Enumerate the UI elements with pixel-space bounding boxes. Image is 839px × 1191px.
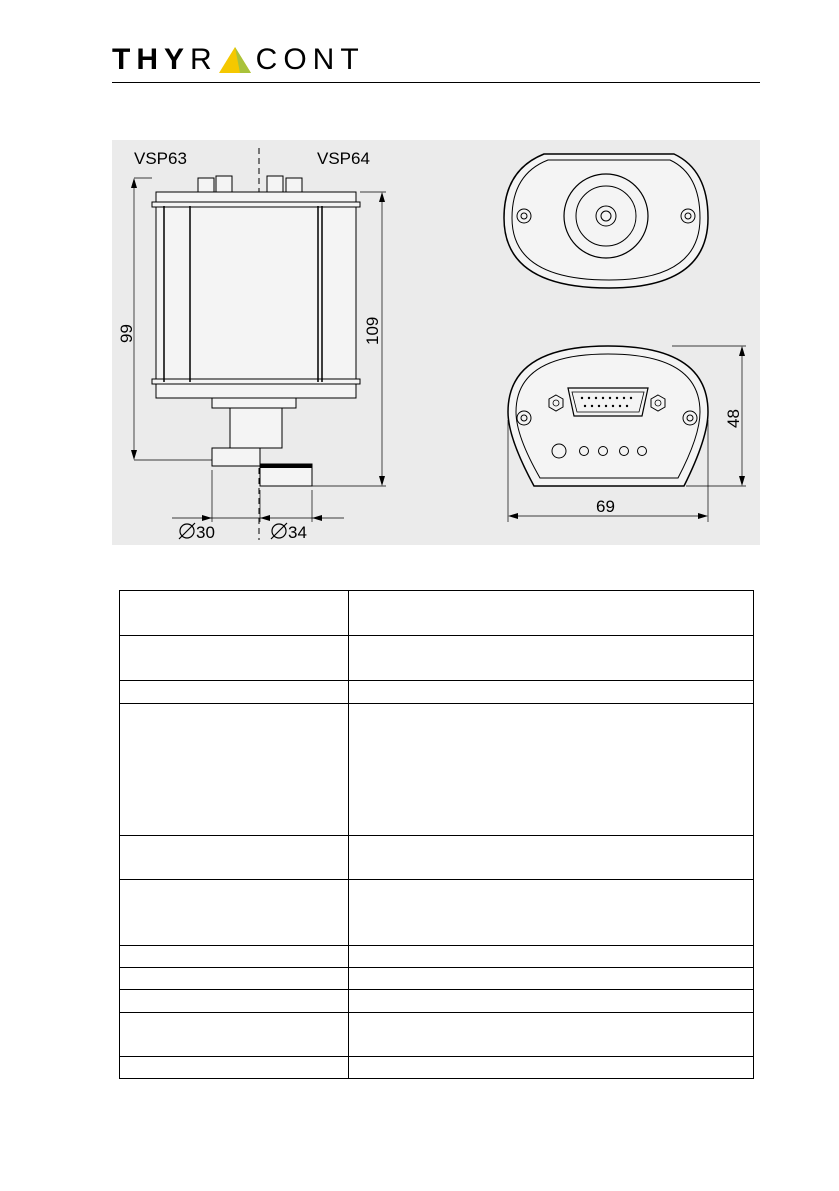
table-row xyxy=(120,681,754,704)
spec-value xyxy=(349,1057,754,1079)
spec-value xyxy=(349,880,754,946)
dim-d30-arrow xyxy=(202,515,212,521)
dim-48-arrow-top xyxy=(739,346,745,356)
table-row xyxy=(120,990,754,1013)
flange-vsp64-edge xyxy=(260,464,312,468)
dim-99-label: 99 xyxy=(117,324,136,343)
spec-label xyxy=(120,704,349,836)
spec-label xyxy=(120,880,349,946)
top-connector-right xyxy=(286,178,302,192)
table-row xyxy=(120,968,754,990)
table-row xyxy=(120,1013,754,1057)
bottom-view xyxy=(508,346,708,486)
spec-label xyxy=(120,636,349,681)
dimension-drawing xyxy=(112,140,760,545)
top-connector-mid2 xyxy=(267,176,283,192)
table-row xyxy=(120,946,754,968)
gauge-body xyxy=(156,206,356,382)
table-row xyxy=(120,636,754,681)
label-vsp63: VSP63 xyxy=(134,149,187,168)
dim-109-arrow-top xyxy=(379,192,385,202)
dim-69-label: 69 xyxy=(596,497,615,516)
spec-value xyxy=(349,636,754,681)
spec-value xyxy=(349,990,754,1013)
label-vsp64: VSP64 xyxy=(317,149,370,168)
logo-text-cont: CONT xyxy=(255,43,365,76)
table-row xyxy=(120,880,754,946)
neck-collar xyxy=(212,398,296,408)
spec-label xyxy=(120,1013,349,1057)
spec-value xyxy=(349,968,754,990)
top-connector-mid xyxy=(216,176,232,192)
dim-d34-arrow-left xyxy=(260,515,270,521)
spec-value xyxy=(349,704,754,836)
spec-label xyxy=(120,968,349,990)
dimension-drawing-svg xyxy=(112,140,760,545)
logo-triangle-icon xyxy=(218,46,252,74)
logo-text-thy: THY xyxy=(112,43,190,76)
spec-label xyxy=(120,946,349,968)
spec-label xyxy=(120,591,349,636)
dim-48-arrow-bottom xyxy=(739,476,745,486)
thyracont-logo xyxy=(112,44,365,76)
top-view xyxy=(504,154,708,288)
dim-d30-label: 30 xyxy=(196,523,215,542)
spec-label xyxy=(120,681,349,704)
top-connector-left xyxy=(198,178,214,192)
page-header xyxy=(112,40,760,83)
rib-bottom xyxy=(152,379,360,384)
spec-label xyxy=(120,836,349,880)
table-row xyxy=(120,591,754,636)
dim-109-label: 109 xyxy=(363,316,382,345)
rib-top xyxy=(152,202,360,207)
neck xyxy=(230,408,282,448)
flange-vsp63 xyxy=(212,448,260,466)
dim-69-arrow-left xyxy=(508,513,518,519)
diameter-icon-30 xyxy=(179,523,195,539)
table-row xyxy=(120,1057,754,1079)
dim-d34-label: 34 xyxy=(288,523,307,542)
dim-99-arrow-top xyxy=(131,178,137,188)
diameter-icon-34 xyxy=(271,523,287,539)
spec-label xyxy=(120,1057,349,1079)
table-row xyxy=(120,836,754,880)
table-row xyxy=(120,704,754,836)
dim-109-arrow-bottom xyxy=(379,476,385,486)
body-bottom xyxy=(156,384,356,398)
spec-value xyxy=(349,591,754,636)
spec-value xyxy=(349,946,754,968)
dim-99-arrow-bottom xyxy=(131,450,137,460)
dim-48-label: 48 xyxy=(724,409,743,428)
logo-text-r: R xyxy=(190,43,218,76)
dim-d34-arrow-right xyxy=(312,515,322,521)
dim-69-arrow-right xyxy=(698,513,708,519)
spec-value xyxy=(349,1013,754,1057)
spec-value xyxy=(349,836,754,880)
spec-table xyxy=(119,590,754,1079)
spec-label xyxy=(120,990,349,1013)
spec-value xyxy=(349,681,754,704)
